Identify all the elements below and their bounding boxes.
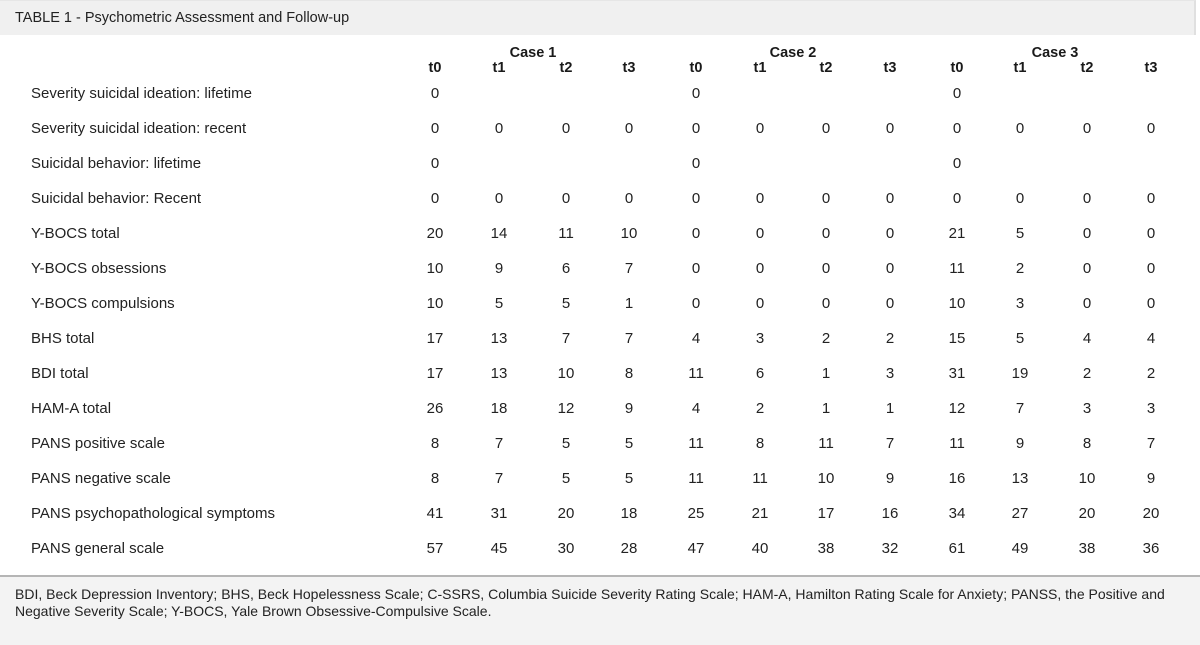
table-cell: 7 xyxy=(885,435,895,452)
table-cell: 20 xyxy=(1078,505,1096,522)
table-cell: 5 xyxy=(561,470,571,487)
table-cell: 8 xyxy=(624,365,634,382)
table-cell: 1 xyxy=(885,400,895,417)
table-cell: 4 xyxy=(691,400,701,417)
data-table xyxy=(0,35,1200,575)
table-cell: 0 xyxy=(952,155,962,172)
table-cell: 0 xyxy=(1082,225,1092,242)
table-cell: 0 xyxy=(755,190,765,207)
table-row xyxy=(0,85,1200,120)
table-cell: 0 xyxy=(494,190,504,207)
table-cell: 16 xyxy=(948,470,966,487)
table-cell: 0 xyxy=(691,85,701,102)
table-cell: 0 xyxy=(952,120,962,137)
table-cell: 10 xyxy=(1078,470,1096,487)
table-cell: 13 xyxy=(490,330,508,347)
table-cell: 1 xyxy=(624,295,634,312)
table-cell: 16 xyxy=(881,505,899,522)
timepoint-header: t1 xyxy=(753,60,767,76)
table-cell: 49 xyxy=(1011,540,1029,557)
table-cell: 41 xyxy=(426,505,444,522)
table-cell: 47 xyxy=(687,540,705,557)
table-cell: 4 xyxy=(1146,330,1156,347)
table-cell: 27 xyxy=(1011,505,1029,522)
table-cell: 11 xyxy=(688,470,704,487)
table-cell: 6 xyxy=(755,365,765,382)
table-cell: 3 xyxy=(1082,400,1092,417)
table-cell: 3 xyxy=(885,365,895,382)
case-header: Case 3 xyxy=(1031,45,1079,61)
table-row xyxy=(0,470,1200,505)
table-cell: 7 xyxy=(561,330,571,347)
table-cell: 21 xyxy=(948,225,966,242)
table-cell: 10 xyxy=(426,295,444,312)
table-cell: 0 xyxy=(691,295,701,312)
row-label: Severity suicidal ideation: lifetime xyxy=(31,85,252,102)
table-cell: 28 xyxy=(620,540,638,557)
table-cell: 9 xyxy=(1146,470,1156,487)
row-label: HAM-A total xyxy=(31,400,112,417)
table-cell: 0 xyxy=(1146,260,1156,277)
table-row xyxy=(0,540,1200,575)
table-cell: 3 xyxy=(1015,295,1025,312)
table-cell: 11 xyxy=(949,435,965,452)
table-cell: 21 xyxy=(751,505,769,522)
row-label: PANS positive scale xyxy=(31,435,165,452)
table-cell: 20 xyxy=(426,225,444,242)
table-row xyxy=(0,365,1200,400)
table-cell: 0 xyxy=(821,190,831,207)
table-cell: 0 xyxy=(885,260,895,277)
table-cell: 11 xyxy=(688,435,704,452)
table-cell: 0 xyxy=(885,120,895,137)
table-cell: 1 xyxy=(821,365,831,382)
table-cell: 13 xyxy=(1011,470,1029,487)
table-cell: 0 xyxy=(561,190,571,207)
table-row xyxy=(0,225,1200,260)
table-cell: 0 xyxy=(755,120,765,137)
table-cell: 36 xyxy=(1142,540,1160,557)
row-label: BHS total xyxy=(31,330,95,347)
table-cell: 5 xyxy=(1015,330,1025,347)
table-row xyxy=(0,155,1200,190)
table-cell: 4 xyxy=(1082,330,1092,347)
table-cell: 2 xyxy=(885,330,895,347)
timepoint-header: t2 xyxy=(1080,60,1094,76)
table-cell: 8 xyxy=(755,435,765,452)
table-cell: 19 xyxy=(1011,365,1029,382)
table-cell: 0 xyxy=(885,295,895,312)
table-cell: 0 xyxy=(1146,190,1156,207)
table-cell: 7 xyxy=(1015,400,1025,417)
table-row xyxy=(0,260,1200,295)
table-cell: 7 xyxy=(494,470,504,487)
table-cell: 5 xyxy=(494,295,504,312)
table-cell: 3 xyxy=(1146,400,1156,417)
row-label: PANS general scale xyxy=(31,540,165,557)
table-cell: 10 xyxy=(620,225,638,242)
table-cell: 0 xyxy=(691,260,701,277)
table-row xyxy=(0,120,1200,155)
row-label: Y-BOCS obsessions xyxy=(31,260,167,277)
timepoint-header: t3 xyxy=(622,60,636,76)
table-title-bar xyxy=(0,0,1196,35)
table-cell: 30 xyxy=(557,540,575,557)
table-cell: 20 xyxy=(1142,505,1160,522)
timepoint-header: t0 xyxy=(689,60,703,76)
table-cell: 11 xyxy=(818,435,834,452)
table-cell: 0 xyxy=(624,190,634,207)
table-cell: 0 xyxy=(691,155,701,172)
table-cell: 0 xyxy=(885,225,895,242)
table-cell: 45 xyxy=(490,540,508,557)
table-cell: 2 xyxy=(1082,365,1092,382)
table-cell: 11 xyxy=(558,225,574,242)
table-cell: 0 xyxy=(885,190,895,207)
table-cell: 0 xyxy=(952,190,962,207)
table-row xyxy=(0,295,1200,330)
table-cell: 40 xyxy=(751,540,769,557)
table-cell: 7 xyxy=(1146,435,1156,452)
table-cell: 7 xyxy=(494,435,504,452)
table-cell: 17 xyxy=(426,330,444,347)
row-label: Suicidal behavior: Recent xyxy=(31,190,202,207)
table-row xyxy=(0,505,1200,540)
row-label: Suicidal behavior: lifetime xyxy=(31,155,202,172)
case-header: Case 2 xyxy=(769,45,817,61)
table-row xyxy=(0,330,1200,365)
table-cell: 12 xyxy=(557,400,575,417)
table-cell: 17 xyxy=(817,505,835,522)
table-cell: 0 xyxy=(952,85,962,102)
timepoint-header: t1 xyxy=(492,60,506,76)
table-cell: 25 xyxy=(687,505,705,522)
table-cell: 1 xyxy=(821,400,831,417)
case-header: Case 1 xyxy=(509,45,557,61)
table-cell: 0 xyxy=(1146,120,1156,137)
timepoint-header: t2 xyxy=(559,60,573,76)
table-cell: 0 xyxy=(1015,190,1025,207)
table-cell: 5 xyxy=(624,470,634,487)
table-cell: 10 xyxy=(557,365,575,382)
table-cell: 61 xyxy=(948,540,966,557)
table-cell: 5 xyxy=(561,435,571,452)
table-cell: 31 xyxy=(948,365,966,382)
row-label: Y-BOCS total xyxy=(31,225,120,242)
table-cell: 38 xyxy=(1078,540,1096,557)
table-cell: 0 xyxy=(821,295,831,312)
row-label: PANS psychopathological symptoms xyxy=(31,505,275,522)
timepoint-header: t3 xyxy=(1144,60,1158,76)
table-cell: 0 xyxy=(755,295,765,312)
table-cell: 2 xyxy=(755,400,765,417)
table-cell: 8 xyxy=(430,470,440,487)
table-cell: 10 xyxy=(817,470,835,487)
table-cell: 4 xyxy=(691,330,701,347)
table-footnote: BDI, Beck Depression Inventory; BHS, Beck Hopelessness Scale; C-SSRS, Columbia Suicide Severity Rating Scale; HAM-A, Hamilton Rating Scale for Anxiety; PANSS, the Positive and Negative Severity Scale; Y-BOCS, Yale Brown Obsessive-Compulsive Scale. xyxy=(15,586,1165,619)
timepoint-header: t0 xyxy=(428,60,442,76)
table-cell: 0 xyxy=(821,225,831,242)
table-cell: 11 xyxy=(949,260,965,277)
table-cell: 2 xyxy=(821,330,831,347)
table-footnote-bar xyxy=(0,575,1200,645)
table-row xyxy=(0,400,1200,435)
table-cell: 13 xyxy=(490,365,508,382)
table-cell: 15 xyxy=(948,330,966,347)
table-cell: 5 xyxy=(624,435,634,452)
table-cell: 0 xyxy=(821,260,831,277)
table-cell: 12 xyxy=(948,400,966,417)
table-cell: 0 xyxy=(494,120,504,137)
table-row xyxy=(0,190,1200,225)
table-cell: 9 xyxy=(494,260,504,277)
table-cell: 0 xyxy=(821,120,831,137)
table-cell: 0 xyxy=(691,120,701,137)
timepoint-header: t0 xyxy=(950,60,964,76)
table-cell: 57 xyxy=(426,540,444,557)
table-cell: 2 xyxy=(1015,260,1025,277)
table-cell: 38 xyxy=(817,540,835,557)
table-cell: 9 xyxy=(1015,435,1025,452)
table-cell: 11 xyxy=(688,365,704,382)
table-cell: 2 xyxy=(1146,365,1156,382)
row-label: BDI total xyxy=(31,365,89,382)
row-label: PANS negative scale xyxy=(31,470,171,487)
timepoint-header: t2 xyxy=(819,60,833,76)
table-cell: 18 xyxy=(490,400,508,417)
table-cell: 20 xyxy=(557,505,575,522)
table-title: TABLE 1 - Psychometric Assessment and Follow-up xyxy=(15,10,350,26)
table-cell: 0 xyxy=(755,225,765,242)
table-row xyxy=(0,435,1200,470)
table-cell: 0 xyxy=(1082,260,1092,277)
table-cell: 14 xyxy=(490,225,508,242)
table-cell: 0 xyxy=(430,155,440,172)
table-cell: 26 xyxy=(426,400,444,417)
table-cell: 11 xyxy=(752,470,768,487)
table-cell: 0 xyxy=(691,225,701,242)
table-cell: 0 xyxy=(1082,190,1092,207)
table-cell: 9 xyxy=(885,470,895,487)
table-cell: 0 xyxy=(691,190,701,207)
table-cell: 8 xyxy=(1082,435,1092,452)
table-cell: 5 xyxy=(1015,225,1025,242)
table-cell: 0 xyxy=(561,120,571,137)
table-cell: 0 xyxy=(430,120,440,137)
table-cell: 18 xyxy=(620,505,638,522)
table-cell: 0 xyxy=(624,120,634,137)
table-cell: 7 xyxy=(624,330,634,347)
table-cell: 10 xyxy=(948,295,966,312)
table-cell: 34 xyxy=(948,505,966,522)
table-cell: 0 xyxy=(1082,295,1092,312)
table-cell: 0 xyxy=(1146,225,1156,242)
table-cell: 17 xyxy=(426,365,444,382)
table-cell: 7 xyxy=(624,260,634,277)
timepoint-header: t3 xyxy=(883,60,897,76)
timepoint-header: t1 xyxy=(1013,60,1027,76)
table-cell: 31 xyxy=(490,505,508,522)
table-cell: 0 xyxy=(755,260,765,277)
table-cell: 0 xyxy=(430,190,440,207)
row-label: Y-BOCS compulsions xyxy=(31,295,175,312)
table-cell: 0 xyxy=(1146,295,1156,312)
table-cell: 32 xyxy=(881,540,899,557)
table-cell: 0 xyxy=(430,85,440,102)
table-cell: 10 xyxy=(426,260,444,277)
table-cell: 0 xyxy=(1082,120,1092,137)
table-cell: 9 xyxy=(624,400,634,417)
table-cell: 3 xyxy=(755,330,765,347)
table-cell: 8 xyxy=(430,435,440,452)
row-label: Severity suicidal ideation: recent xyxy=(31,120,247,137)
table-cell: 5 xyxy=(561,295,571,312)
table-cell: 0 xyxy=(1015,120,1025,137)
table-cell: 6 xyxy=(561,260,571,277)
